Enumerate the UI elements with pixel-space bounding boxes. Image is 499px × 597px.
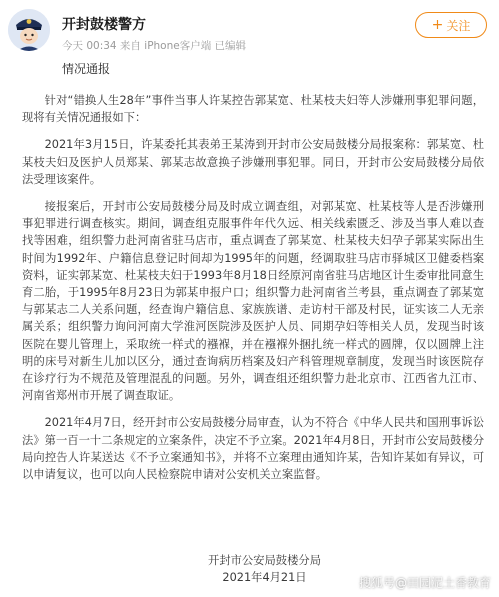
notice-image[interactable] xyxy=(22,92,484,493)
avatar[interactable] xyxy=(8,9,50,51)
notice-intro: 针对“错换人生28年”事件当事人许某控告郭某宽、杜某枝夫妇等人涉嫌刑事犯罪问题，现将有关情况通报如下： xyxy=(22,94,484,125)
plus-icon: + xyxy=(431,17,444,33)
post-text: 情况通报 xyxy=(62,62,111,76)
post-header xyxy=(0,0,499,78)
signature-date: 2021年4月21日 xyxy=(222,571,307,584)
notice-signature xyxy=(208,552,321,586)
post-meta: 今天 00:34 来自 iPhone客户端 已编辑 xyxy=(62,40,247,52)
notice-paragraph-3: 2021年4月7日，经开封市公安局鼓楼分局审查，认为不符合《中华人民共和国刑事诉讼法》第一百一十二条规定的立案条件，决定不予立案。2021年4月8日，开封市公安局鼓楼分局向控告人许某送达《不予立案通知书》，并将不立案理由通知许某，告知许某如有异议，可以申请复议，也可以向人民检察院申请对公安机关立案监督。 xyxy=(22,416,484,482)
notice-paragraph-1: 2021年3月15日，许某委托其表弟王某涛到开封市公安局鼓楼分局报案称：郭某宽、杜某枝夫妇及医护人员郑某、郭某志故意换子涉嫌刑事犯罪。同日，开封市公安局鼓楼分局依法受理该案件。 xyxy=(22,138,484,186)
signature-org: 开封市公安局鼓楼分局 xyxy=(208,554,321,567)
notice-paragraph-2: 接报案后，开封市公安局鼓楼分局及时成立调查组，对郭某宽、杜某枝等人是否涉嫌刑事犯罪进行调查核实。期间，调查组克服事件年代久远、相关线索匮乏、涉及当事人难以查找等困难，组织警力赴河南省驻马店市，重点调查了郭某宽、杜某枝夫妇孕子郭某实际出生时间为1992年、户籍信息登记时间却为1995年的问题，经调取驻马店市驿城区卫健委档案资料，证实郭某宽、杜某枝夫妇于1993年8月18日经原河南省驻马店地区计生委审批同意生育二胎，于1995年8月23日为郭某申报户口；组织警力赴河南省兰考县，重点调查了郭某宽与郭某志二人关系问题，经查询户籍信息、家族族谱、走访村干部及村民，证实该二人无亲属关系；组织警力询问河南大学淮河医院涉及医护人员、同期孕妇等相关人员，发现当时该医院在婴儿管理上，采取统一样式的襁褓，并在襁褓外捆扎统一样式的圆牌，仅以圆牌上注明的床号对新生儿加以区分，通过查询病历档案及妇产科管理规章制度，发现当时该医院存在诊疗行为不规范及管理混乱的问题。另外，调查组还组织警力赴北京市、江西省九江市、河南省郑州市开展了调查取证。 xyxy=(22,200,484,403)
follow-button[interactable] xyxy=(415,12,487,38)
follow-label: 关注 xyxy=(446,18,471,33)
account-name[interactable]: 开封鼓楼警方 xyxy=(62,17,146,33)
watermark: 搜狐号@田园泥土香教育 xyxy=(358,576,491,590)
